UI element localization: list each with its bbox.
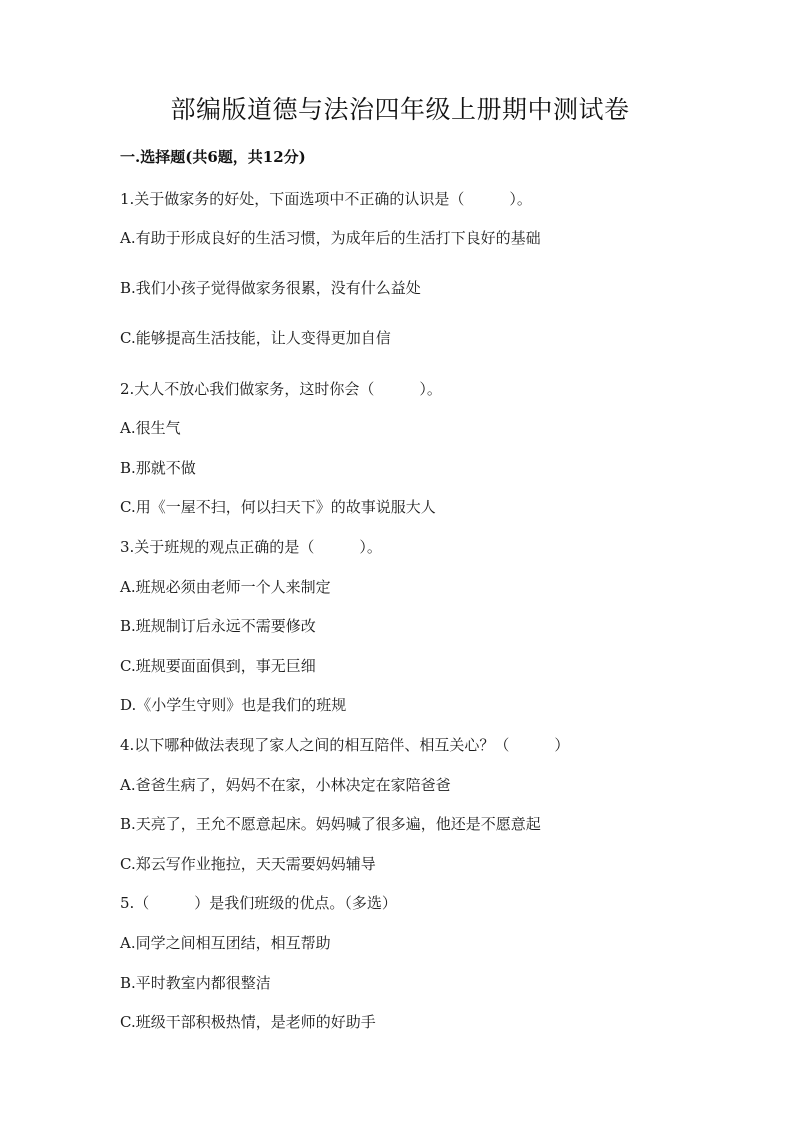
page-title: 部编版道德与法治四年级上册期中测试卷 [170, 95, 630, 124]
question-3-option-b: B.班规制订后永远不需要修改 [120, 617, 316, 635]
question-1-option-c: C.能够提高生活技能，让人变得更加自信 [120, 329, 391, 347]
question-1-option-b: B.我们小孩子觉得做家务很累，没有什么益处 [120, 279, 421, 297]
question-4-option-a: A.爸爸生病了，妈妈不在家，小林决定在家陪爸爸 [120, 776, 451, 794]
question-1-stem: 1.关于做家务的好处，下面选项中不正确的认识是（ ）。 [120, 190, 532, 208]
section-heading: 一.选择题(共6题，共12分) [120, 148, 306, 166]
question-4-stem: 4.以下哪种做法表现了家人之间的相互陪伴、相互关心？（ ） [120, 736, 570, 754]
question-2-option-a: A.很生气 [120, 419, 181, 437]
question-3-option-c: C.班规要面面俱到，事无巨细 [120, 657, 316, 675]
question-4-option-b: B.天亮了，王允不愿意起床。妈妈喊了很多遍，他还是不愿意起 [120, 815, 541, 833]
question-5-option-c: C.班级干部积极热情，是老师的好助手 [120, 1013, 376, 1031]
question-3-option-d: D.《小学生守则》也是我们的班规 [120, 696, 347, 714]
question-5-option-a: A.同学之间相互团结，相互帮助 [120, 934, 331, 952]
question-4-option-c: C.郑云写作业拖拉，天天需要妈妈辅导 [120, 855, 376, 873]
question-5-option-b: B.平时教室内都很整洁 [120, 974, 271, 992]
question-2-option-b: B.那就不做 [120, 459, 196, 477]
question-1-option-a: A.有助于形成良好的生活习惯，为成年后的生活打下良好的基础 [120, 229, 541, 247]
question-3-stem: 3.关于班规的观点正确的是（ ）。 [120, 538, 382, 556]
question-5-stem: 5.（ ）是我们班级的优点。（多选） [120, 894, 397, 912]
question-3-option-a: A.班规必须由老师一个人来制定 [120, 578, 331, 596]
question-2-option-c: C.用《一屋不扫，何以扫天下》的故事说服大人 [120, 498, 436, 516]
question-2-stem: 2.大人不放心我们做家务，这时你会（ ）。 [120, 380, 442, 398]
